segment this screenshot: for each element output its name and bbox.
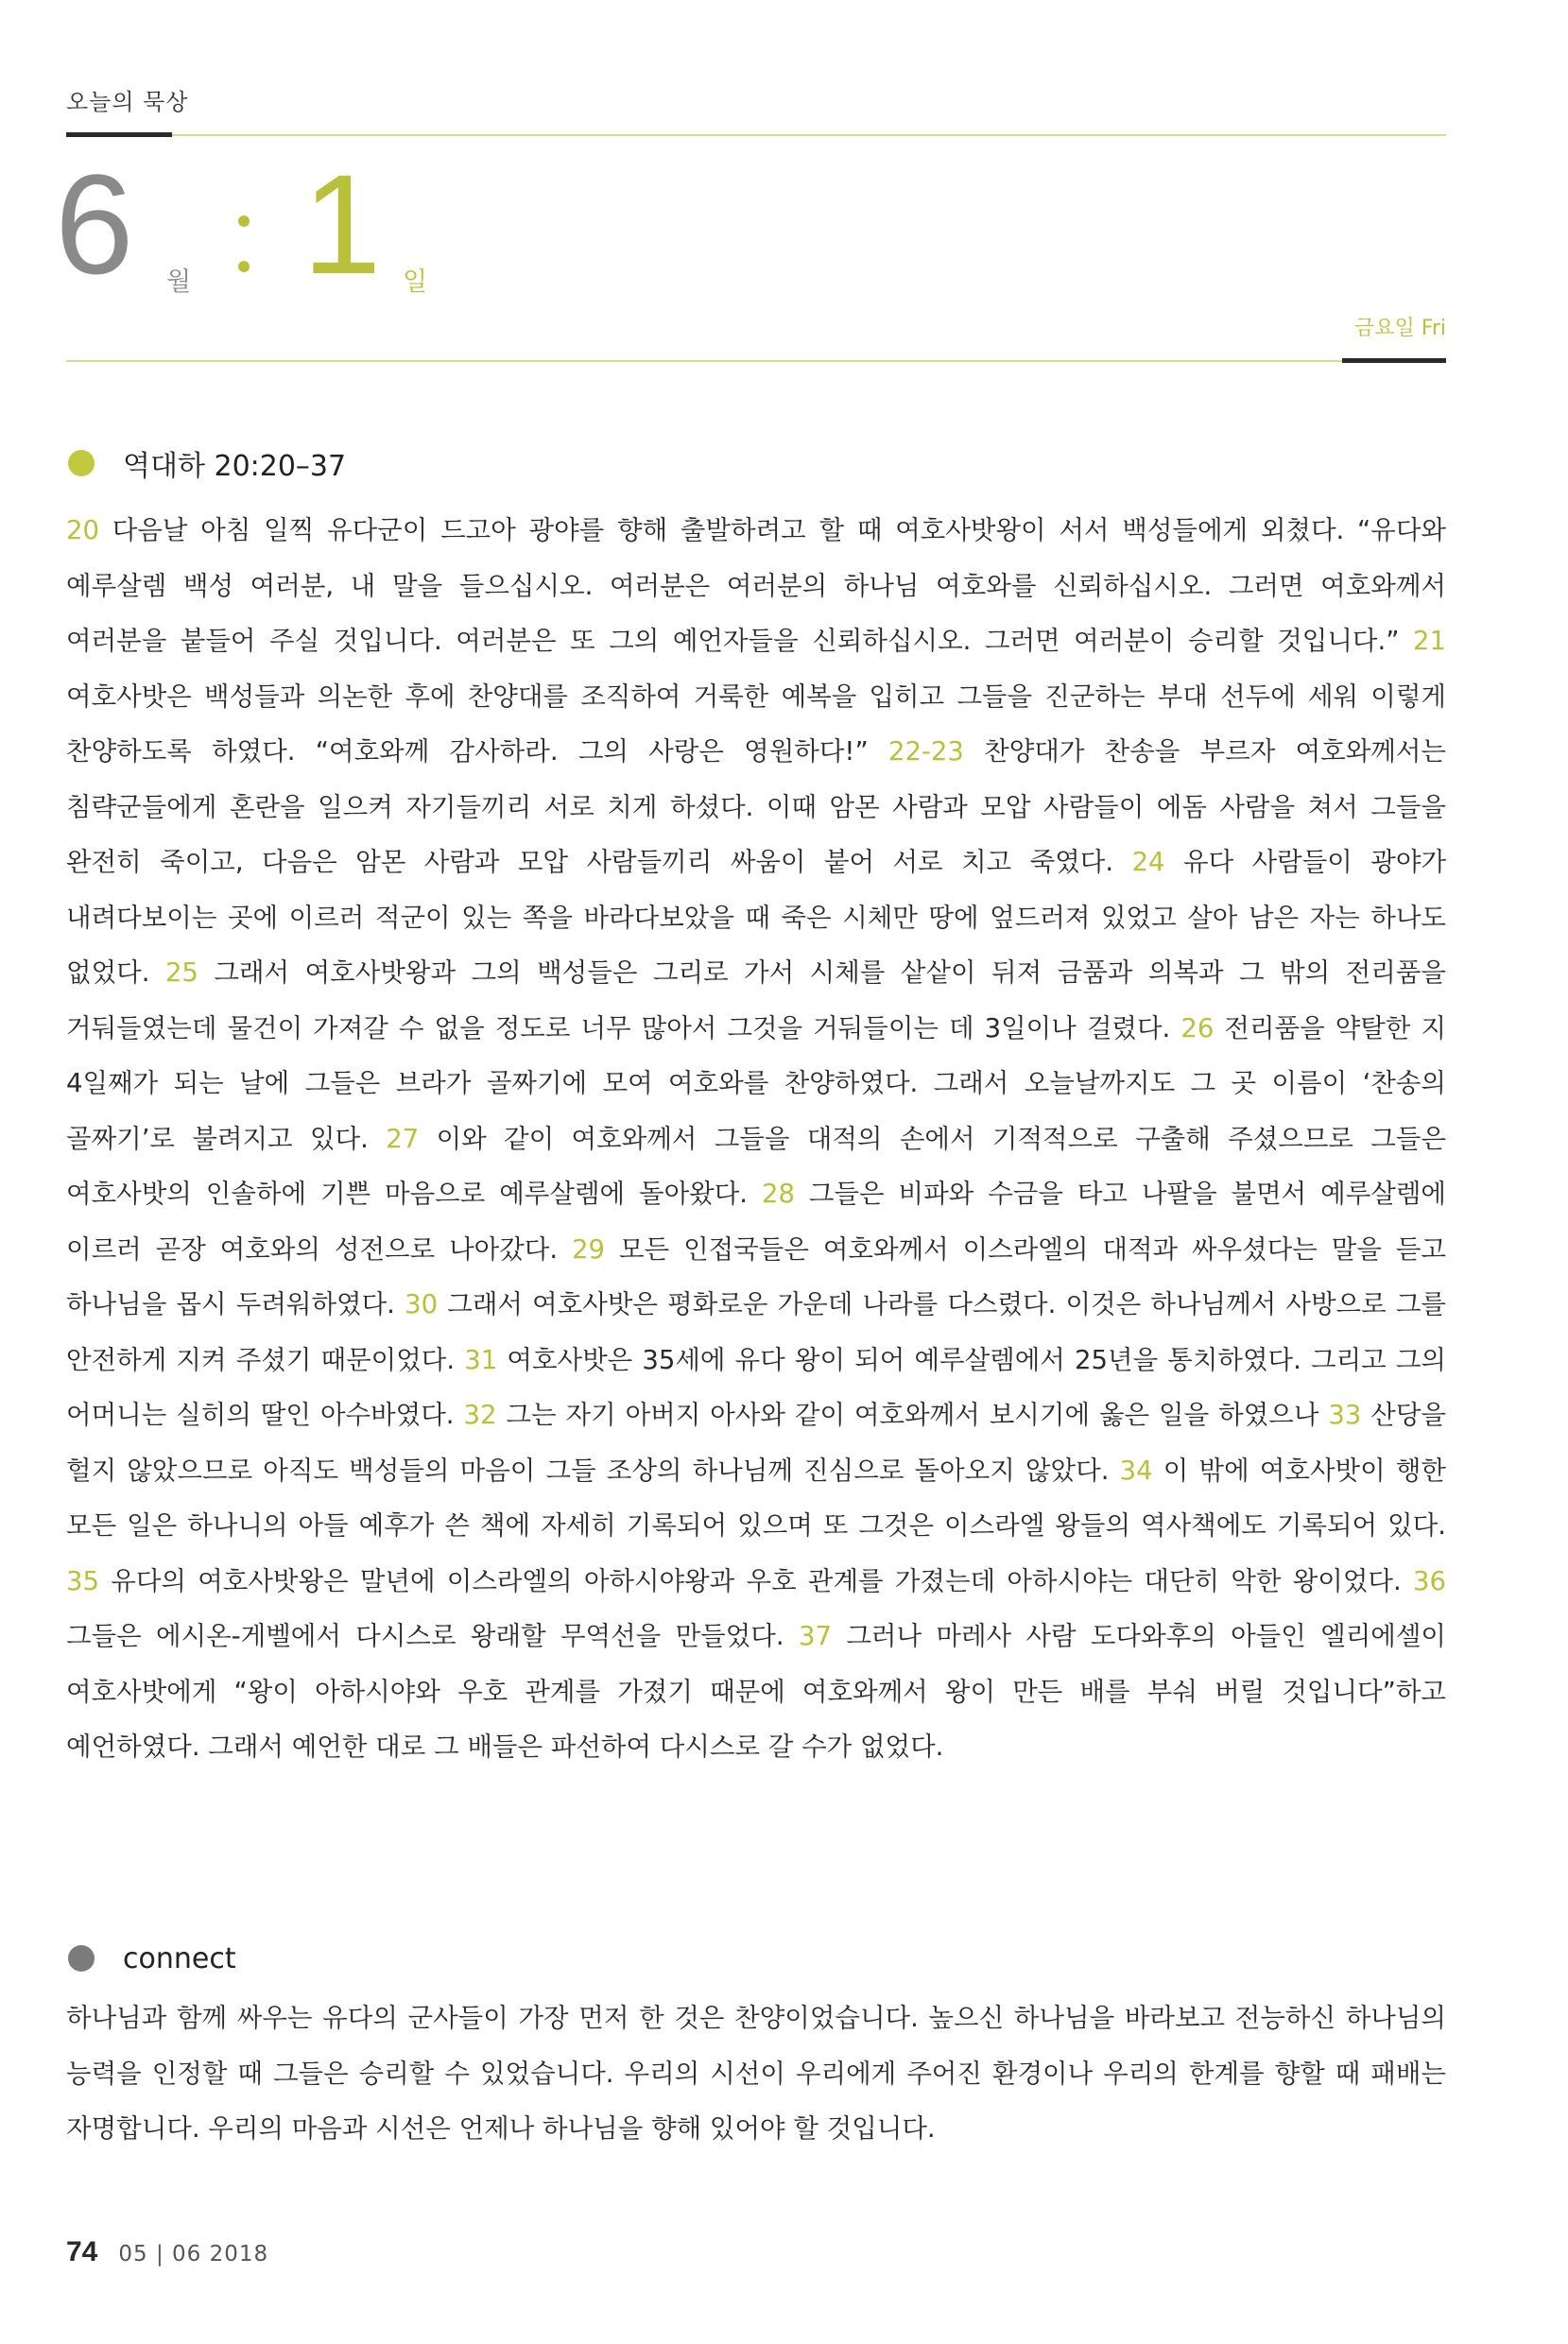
mid-divider-accent bbox=[1342, 358, 1446, 363]
verse-number: 32 bbox=[463, 1400, 497, 1430]
connect-title: connect bbox=[123, 1941, 236, 1975]
verse-text: 전리품을 약탈한 지 4일째가 되는 날에 그들은 브라가 골짜기에 모여 여호와를 찬양하였다. 그래서 오늘날까지도 그 곳 이름이 ‘찬송의 골짜기’로 불려지고 있다. bbox=[66, 1012, 1447, 1154]
date-day-unit: 일 bbox=[403, 267, 428, 297]
verse-number: 29 bbox=[572, 1233, 606, 1265]
verse-text: 이와 같이 여호와께서 그들을 대적의 손에서 기적적으로 구출해 주셨으므로 그들은 여호사밧의 인솔하에 기쁜 마음으로 예루살렘에 돌아왔다. bbox=[66, 1123, 1447, 1209]
verse-text: 여호사밧은 35세에 유다 왕이 되어 예루살렘에서 25년을 통치하였다. 그리고 그의 어머니는 실히의 딸인 아수바였다. bbox=[66, 1344, 1446, 1430]
verse-number: 22-23 bbox=[887, 736, 964, 767]
date-month: 6 bbox=[55, 145, 134, 303]
verse-text: 산당을 헐지 않았으므로 아직도 백성들의 마음이 그들 조상의 하나님께 진심으로 돌아오지 않았다. bbox=[66, 1400, 1446, 1486]
scripture-heading bbox=[66, 444, 1446, 482]
verse-text: 다음날 아침 일찍 유다군이 드고아 광야를 향해 출발하려고 할 때 여호사밧왕이 서서 백성들에게 외쳤다. “유다와 예루살렘 백성 여러분, 내 말을 들으십시오. 여러분은 여러분의 하나님 여호와를 신뢰하십시오. 그러면 여호와께서 여러분을 붙들어 주실 것입니다. 여러분은 또 그의 예언자들을 신뢰하십시오. 그러면 여러분이 승리할 것입니다.” bbox=[66, 515, 1446, 656]
top-divider bbox=[66, 134, 1446, 136]
verse-text: 그들은 비파와 수금을 타고 나팔을 불면서 예루살렘에 이르러 곧장 여호와의 성전으로 나아갔다. bbox=[66, 1179, 1447, 1265]
verse-text: 찬양대가 찬송을 부르자 여호와께서는 침략군들에게 혼란을 일으켜 자기들끼리 서로 치게 하셨다. 이때 암몬 사람과 모압 사람들이 에돔 사람을 쳐서 그들을 완전히 죽이고, 다음은 암몬 사람과 모압 사람들끼리 싸움이 붙어 서로 치고 죽였다. bbox=[66, 736, 1446, 877]
scripture-body bbox=[66, 503, 1446, 1775]
verse-text: 그들은 에시온-게벨에서 다시스로 왕래할 무역선을 만들었다. bbox=[66, 1621, 799, 1651]
verse-text: 그래서 여호사밧은 평화로운 가운데 나라를 다스렸다. 이것은 하나님께서 사방으로 그를 안전하게 지켜 주셨기 때문이었다. bbox=[66, 1289, 1446, 1375]
colon-dot-icon bbox=[238, 215, 250, 227]
scripture-section bbox=[66, 444, 1446, 1775]
colon-dot-icon bbox=[238, 261, 250, 272]
verse-number: 26 bbox=[1180, 1012, 1215, 1043]
issue-date: 05 | 06 2018 bbox=[118, 2242, 269, 2266]
verse-number: 34 bbox=[1119, 1455, 1153, 1486]
verse-number: 36 bbox=[1413, 1565, 1446, 1596]
date-day: 1 bbox=[302, 145, 382, 303]
verse-number: 33 bbox=[1328, 1400, 1362, 1430]
page-number: 74 bbox=[66, 2236, 98, 2267]
gray-bullet-icon bbox=[68, 1945, 95, 1972]
verse-text: 그는 자기 아버지 아사와 같이 여호와께서 보시기에 옳은 일을 하였으나 bbox=[496, 1400, 1329, 1430]
lime-bullet-icon bbox=[68, 450, 95, 476]
connect-section bbox=[66, 1939, 1446, 2157]
date-month-unit: 월 bbox=[166, 267, 192, 297]
scripture-reference: 역대하 20:20–37 bbox=[123, 450, 347, 483]
verse-text: 그래서 여호사밧왕과 그의 백성들은 그리로 가서 시체를 샅샅이 뒤져 금품과 의복과 그 밖의 전리품을 거둬들였는데 물건이 가져갈 수 없을 정도로 너무 많아서 그것을 거둬들이는 데 3일이나 걸렸다. bbox=[66, 957, 1446, 1043]
verse-number: 21 bbox=[1413, 626, 1446, 656]
verse-text: 유다 사람들이 광야가 내려다보이는 곳에 이르러 적군이 있는 쪽을 바라다보았을 때 죽은 시체만 땅에 엎드러져 있었고 살아 남은 자는 하나도 없었다. bbox=[66, 847, 1447, 988]
verse-number: 35 bbox=[66, 1565, 99, 1596]
verse-text: 모든 인접국들은 여호와께서 이스라엘의 대적과 싸우셨다는 말을 듣고 하나님을 몹시 두려워하였다. bbox=[66, 1233, 1446, 1319]
verse-number: 30 bbox=[405, 1289, 439, 1319]
verse-number: 24 bbox=[1131, 847, 1165, 877]
connect-body: 하나님과 함께 싸우는 유다의 군사들이 가장 먼저 한 것은 찬양이었습니다. 높으신 하나님을 바라보고 전능하신 하나님의 능력을 인정할 때 그들은 승리할 수 있었습니다. 우리의 시선이 우리에게 주어진 환경이나 우리의 한계를 향할 때 패배는 자명합니다. 우리의 마음과 시선은 언제나 하나님을 향해 있어야 할 것입니다. bbox=[66, 2003, 1446, 2144]
weekday-label: 금요일 Fri bbox=[1354, 317, 1446, 340]
verse-text: 여호사밧은 백성들과 의논한 후에 찬양대를 조직하여 거룩한 예복을 입히고 그들을 진군하는 부대 선두에 세워 이렇게 찬양하도록 하였다. “여호와께 감사하라. 그의 사랑은 영원하다!” bbox=[66, 681, 1446, 767]
verse-number: 28 bbox=[761, 1179, 795, 1209]
verse-number: 31 bbox=[464, 1344, 498, 1375]
mid-divider bbox=[66, 360, 1446, 362]
connect-heading bbox=[66, 1939, 1446, 1977]
date-colon bbox=[238, 215, 250, 274]
verse-number: 20 bbox=[66, 515, 99, 545]
header-label: 오늘의 묵상 bbox=[66, 89, 189, 115]
verse-number: 27 bbox=[386, 1123, 420, 1154]
verse-number: 37 bbox=[798, 1621, 832, 1651]
top-divider-accent bbox=[66, 132, 172, 137]
page-footer bbox=[66, 2236, 268, 2268]
verse-text: 이 밖에 여호사밧이 행한 모든 일은 하나니의 아들 예후가 쓴 책에 자세히 기록되어 있으며 또 그것은 이스라엘 왕들의 역사책에도 기록되어 있다. bbox=[66, 1455, 1446, 1541]
verse-number: 25 bbox=[164, 957, 198, 988]
verse-text: 그러나 마레사 사람 도다와후의 아들인 엘리에셀이 여호사밧에게 “왕이 아하시야와 우호 관계를 가졌기 때문에 여호와께서 왕이 만든 배를 부숴 버릴 것입니다”하고 예언하였다. 그래서 예언한 대로 그 배들은 파선하여 다시스로 갈 수가 없었다. bbox=[66, 1621, 1446, 1762]
verse-text: 유다의 여호사밧왕은 말년에 이스라엘의 아하시야왕과 우호 관계를 가졌는데 아하시야는 대단히 악한 왕이었다. bbox=[99, 1565, 1413, 1596]
